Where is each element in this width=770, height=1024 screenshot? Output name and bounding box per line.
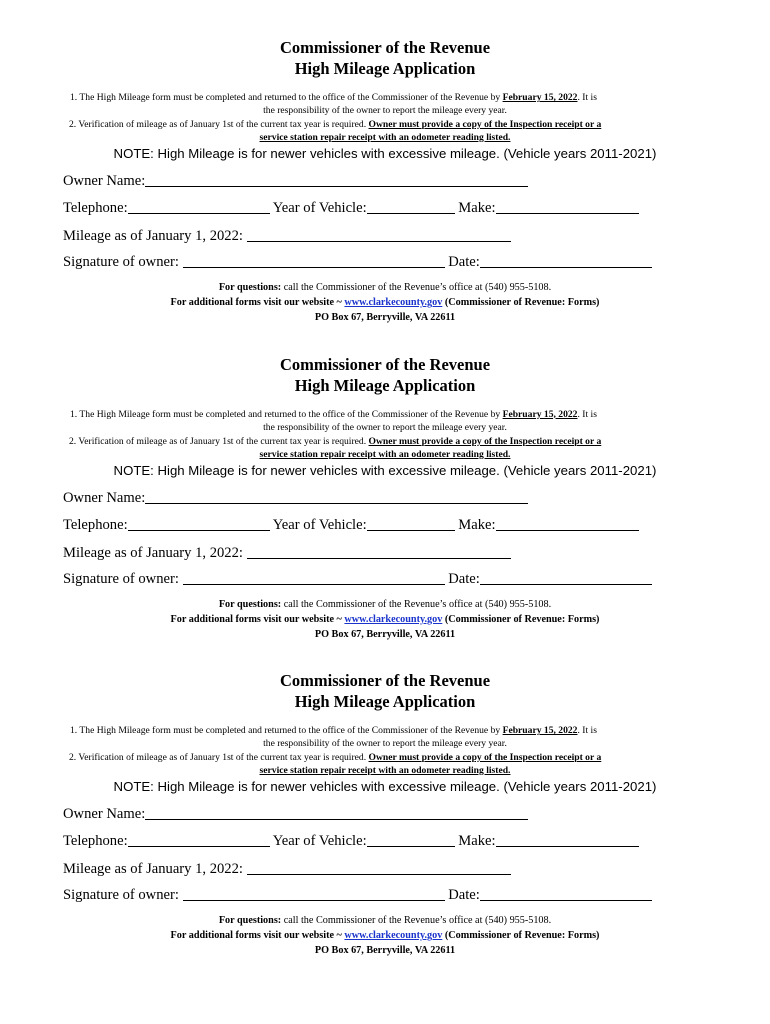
telephone-label: Telephone:	[63, 833, 128, 849]
vehicle-year-label: Year of Vehicle:	[272, 516, 367, 533]
instruction-1-continued: the responsibility of the owner to report the mileage every year.	[263, 421, 507, 433]
mileage-field[interactable]	[247, 240, 511, 242]
questions-line: For questions: call the Commissioner of the Revenue’s office at (540) 955-5108.	[218, 915, 552, 926]
vehicle-year-label: Year of Vehicle:	[272, 833, 367, 849]
website-link[interactable]: www.clarkecounty.gov	[344, 930, 443, 941]
questions-line: For questions: call the Commissioner of the Revenue’s office at (540) 955-5108.	[218, 598, 552, 610]
note: NOTE: High Mileage is for newer vehicles with excessive mileage. (Vehicle years 2011-2021)	[113, 462, 657, 478]
owner-name-field[interactable]	[145, 818, 528, 820]
instruction-1: 1. The High Mileage form must be completed and returned to the office of the Commissioner of the Revenue by February 15, 2022. It is	[70, 725, 597, 736]
owner-name-field[interactable]	[145, 185, 528, 187]
signature-label: Signature of owner:	[63, 887, 183, 903]
date-label: Date:	[448, 887, 480, 903]
questions-line: For questions: call the Commissioner of the Revenue’s office at (540) 955-5108.	[218, 282, 552, 293]
forms-line: For additional forms visit our website ~ www.clarkecounty.gov (Commissioner of Revenue: Forms)	[170, 297, 600, 308]
make-field[interactable]	[496, 212, 639, 214]
vehicle-row	[63, 832, 639, 850]
signature-label: Signature of owner:	[63, 254, 183, 270]
instruction-1: 1. The High Mileage form must be completed and returned to the office of the Commissioner of the Revenue by February 15, 2022. It is	[70, 92, 597, 103]
mileage-row	[63, 860, 511, 878]
mileage-field[interactable]	[247, 557, 511, 559]
owner-name-label: Owner Name:	[63, 489, 146, 506]
date-label: Date:	[448, 570, 480, 587]
website-link[interactable]: www.clarkecounty.gov	[344, 297, 443, 308]
instruction-2-continued: service station repair receipt with an odometer reading listed.	[259, 132, 511, 143]
make-field[interactable]	[496, 845, 639, 847]
application-form	[0, 317, 770, 640]
signature-label: Signature of owner:	[63, 570, 183, 587]
mileage-row	[63, 227, 511, 245]
address-line: PO Box 67, Berryville, VA 22611	[314, 945, 456, 956]
signature-field[interactable]	[183, 266, 445, 268]
make-label: Make:	[458, 200, 496, 216]
note: NOTE: High Mileage is for newer vehicles with excessive mileage. (Vehicle years 2011-2021)	[113, 146, 657, 161]
instruction-2: 2. Verification of mileage as of January 1st of the current tax year is required. Owner must provide a copy of the Inspection receipt or a	[69, 752, 602, 763]
owner-name-field[interactable]	[145, 502, 528, 504]
forms-line: For additional forms visit our website ~ www.clarkecounty.gov (Commissioner of Revenue: Forms)	[170, 613, 600, 625]
application-form	[0, 0, 770, 323]
instruction-2: 2. Verification of mileage as of January 1st of the current tax year is required. Owner must provide a copy of the Inspection receipt or a	[69, 435, 602, 447]
form-subtitle: High Mileage Application	[294, 692, 476, 711]
application-form	[0, 633, 770, 956]
instruction-1-continued: the responsibility of the owner to report the mileage every year.	[263, 738, 507, 749]
owner-name-row	[63, 805, 528, 823]
form-title: Commissioner of the Revenue	[279, 38, 491, 57]
owner-name-label: Owner Name:	[63, 806, 146, 822]
make-label: Make:	[458, 833, 496, 849]
telephone-field[interactable]	[128, 845, 270, 847]
telephone-field[interactable]	[128, 529, 270, 531]
telephone-field[interactable]	[128, 212, 270, 214]
mileage-label: Mileage as of January 1, 2022:	[63, 228, 247, 244]
note: NOTE: High Mileage is for newer vehicles with excessive mileage. (Vehicle years 2011-2021)	[113, 779, 657, 794]
instruction-1-continued: the responsibility of the owner to report the mileage every year.	[263, 105, 507, 116]
telephone-label: Telephone:	[63, 200, 128, 216]
instruction-1: 1. The High Mileage form must be completed and returned to the office of the Commissioner of the Revenue by February 15, 2022. It is	[70, 408, 597, 420]
form-title: Commissioner of the Revenue	[279, 671, 491, 690]
instruction-2-continued: service station repair receipt with an odometer reading listed.	[259, 448, 511, 460]
vehicle-year-field[interactable]	[367, 212, 455, 214]
vehicle-year-label: Year of Vehicle:	[272, 200, 367, 216]
website-link[interactable]: www.clarkecounty.gov	[344, 613, 443, 625]
owner-name-row	[63, 489, 528, 507]
vehicle-row	[63, 199, 639, 217]
make-label: Make:	[458, 516, 496, 533]
vehicle-year-field[interactable]	[367, 529, 455, 531]
signature-row	[63, 253, 652, 271]
mileage-field[interactable]	[247, 873, 511, 875]
form-subtitle: High Mileage Application	[294, 59, 476, 78]
date-field[interactable]	[480, 266, 652, 268]
mileage-row	[63, 544, 511, 562]
vehicle-row	[63, 516, 639, 534]
address-line: PO Box 67, Berryville, VA 22611	[314, 628, 456, 640]
mileage-label: Mileage as of January 1, 2022:	[63, 544, 247, 561]
date-field[interactable]	[480, 583, 652, 585]
form-subtitle: High Mileage Application	[294, 375, 476, 395]
owner-name-label: Owner Name:	[63, 173, 146, 189]
telephone-label: Telephone:	[63, 516, 128, 533]
owner-name-row	[63, 172, 528, 190]
deadline-date: February 15, 2022	[502, 725, 578, 736]
signature-field[interactable]	[183, 583, 445, 585]
instruction-2: 2. Verification of mileage as of January 1st of the current tax year is required. Owner must provide a copy of the Inspection receipt or a	[69, 119, 602, 130]
instruction-2-continued: service station repair receipt with an odometer reading listed.	[259, 765, 511, 776]
make-field[interactable]	[496, 529, 639, 531]
deadline-date: February 15, 2022	[502, 92, 578, 103]
forms-line: For additional forms visit our website ~ www.clarkecounty.gov (Commissioner of Revenue: Forms)	[170, 930, 600, 941]
date-label: Date:	[448, 254, 480, 270]
mileage-label: Mileage as of January 1, 2022:	[63, 861, 247, 877]
vehicle-year-field[interactable]	[367, 845, 455, 847]
form-title: Commissioner of the Revenue	[279, 354, 491, 374]
date-field[interactable]	[480, 899, 652, 901]
signature-row	[63, 886, 652, 904]
address-line: PO Box 67, Berryville, VA 22611	[314, 312, 456, 323]
deadline-date: February 15, 2022	[502, 408, 578, 420]
signature-row	[63, 570, 652, 588]
signature-field[interactable]	[183, 899, 445, 901]
